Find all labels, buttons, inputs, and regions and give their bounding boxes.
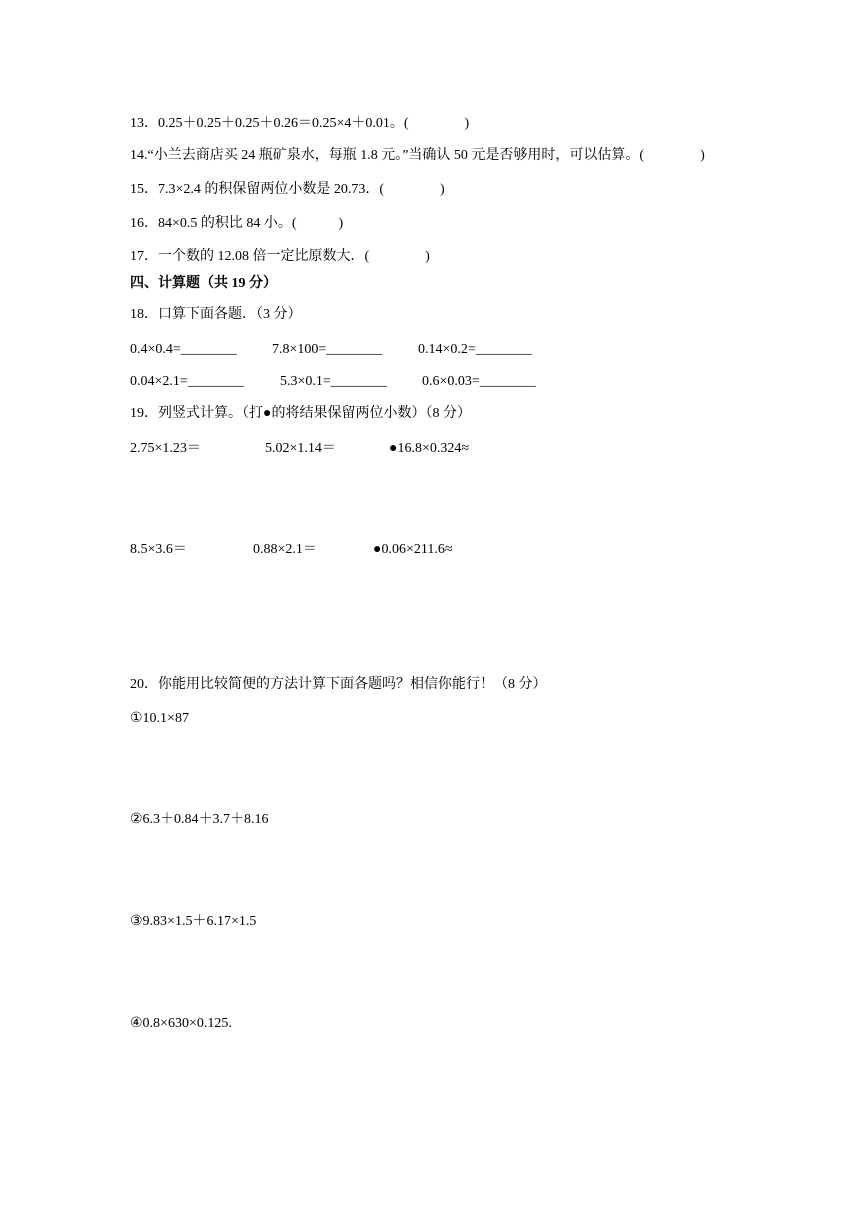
question-15: 15．7.3×2.4 的积保留两位小数是 20.73．( ) (130, 182, 445, 197)
vertical-calc-item: 2.75×1.23＝ (130, 441, 201, 456)
section-heading: 四、计算题（共 19 分） (130, 276, 277, 291)
question-20-title: 20．你能用比较简便的方法计算下面各题吗？相信你能行！（8 分） (130, 677, 547, 692)
question-19-title: 19．列竖式计算。（打●的将结果保留两位小数）（8 分） (130, 406, 471, 421)
vertical-calc-item: 5.02×1.14＝ (265, 441, 336, 456)
oral-calc-item: 5.3×0.1=________ (280, 374, 387, 389)
oral-calc-item: 0.6×0.03=________ (422, 374, 536, 389)
simplified-calc-item: ②6.3＋0.84＋3.7＋8.16 (130, 812, 269, 827)
question-18-title: 18．口算下面各题．（3 分） (130, 307, 302, 322)
question-13: 13．0.25＋0.25＋0.25＋0.26＝0.25×4＋0.01。( ) (130, 116, 470, 131)
vertical-calc-item: 0.88×2.1＝ (253, 542, 317, 557)
vertical-calc-item: ●16.8×0.324≈ (389, 441, 470, 456)
simplified-calc-item: ③9.83×1.5＋6.17×1.5 (130, 914, 257, 929)
vertical-calc-item: ●0.06×211.6≈ (373, 542, 453, 557)
simplified-calc-item: ①10.1×87 (130, 711, 189, 726)
vertical-calc-item: 8.5×3.6＝ (130, 542, 187, 557)
question-16: 16．84×0.5 的积比 84 小。( ) (130, 216, 344, 231)
question-14: 14.“小兰去商店买 24 瓶矿泉水，每瓶 1.8 元。”当确认 50 元是否够用时，可以估算。( ) (130, 148, 705, 163)
simplified-calc-item: ④0.8×630×0.125. (130, 1016, 232, 1031)
oral-calc-item: 7.8×100=________ (272, 342, 383, 357)
oral-calc-item: 0.4×0.4=________ (130, 342, 237, 357)
oral-calc-item: 0.04×2.1=________ (130, 374, 244, 389)
oral-calc-item: 0.14×0.2=________ (418, 342, 532, 357)
question-17: 17．一个数的 12.08 倍一定比原数大．( ) (130, 249, 430, 264)
